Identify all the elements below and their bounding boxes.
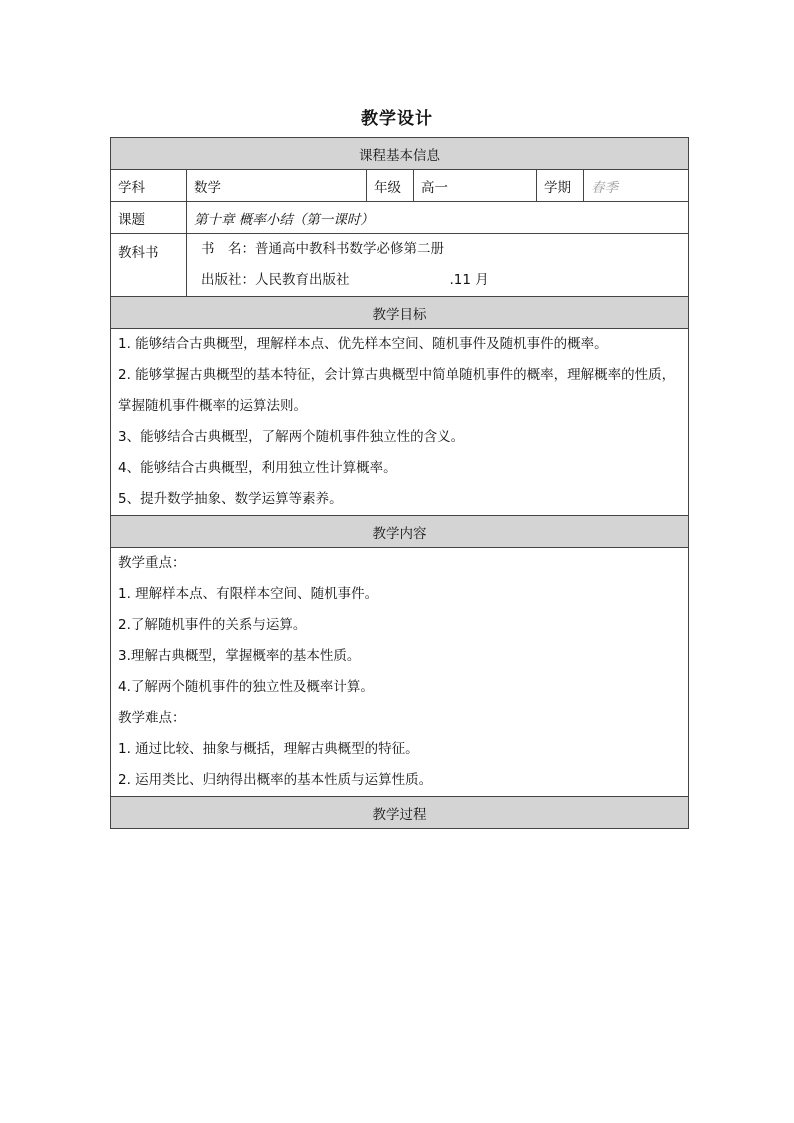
- key-point-item: 1. 理解样本点、有限样本空间、随机事件。: [118, 586, 379, 602]
- difficulty-item: 2. 运用类比、归纳得出概率的基本性质与运算性质。: [118, 772, 433, 788]
- textbook-label: 教科书: [111, 234, 187, 297]
- term-label: 学期: [537, 170, 584, 202]
- basic-info-header: 课程基本信息: [111, 138, 689, 170]
- grade-label: 年级: [367, 170, 414, 202]
- topic-label: 课题: [111, 202, 187, 234]
- objective-item: 1. 能够结合古典概型，理解样本点、优先样本空间、随机事件及随机事件的概率。: [118, 336, 608, 352]
- objective-item: 2. 能够掌握古典概型的基本特征，会计算古典概型中简单随机事件的概率，理解概率的性质，掌握随机事件概率的运算法则。: [118, 367, 676, 414]
- content-row: [111, 548, 689, 797]
- content-list: [111, 548, 689, 797]
- difficulties-title: 教学难点：: [118, 710, 186, 726]
- term-value: 春季: [584, 170, 689, 202]
- objectives-header: 教学目标: [111, 297, 689, 329]
- key-point-item: 3.理解古典概型，掌握概率的基本性质。: [118, 648, 361, 664]
- objectives-list: [111, 329, 689, 516]
- publisher-line: 出版社：人民教育出版社: [201, 272, 350, 288]
- key-point-item: 2.了解随机事件的关系与运算。: [118, 617, 307, 633]
- document-title: 教学设计: [361, 109, 433, 129]
- objective-item: 3、能够结合古典概型，了解两个随机事件独立性的含义。: [118, 429, 465, 445]
- book-name-line: 书 名：普通高中教科书数学必修第二册: [201, 241, 444, 257]
- objectives-row: [111, 329, 689, 516]
- subject-value: 数学: [187, 170, 367, 202]
- objectives-header-row: [111, 297, 689, 329]
- publish-date: .11 月: [449, 272, 489, 288]
- topic-value: 第十章 概率小结（第一课时）: [187, 202, 689, 234]
- subject-label: 学科: [111, 170, 187, 202]
- textbook-row: [111, 234, 689, 297]
- topic-row: [111, 202, 689, 234]
- process-header: 教学过程: [111, 797, 689, 829]
- objective-item: 5、提升数学抽象、数学运算等素养。: [118, 491, 343, 507]
- basic-info-header-row: [111, 138, 689, 170]
- grade-value: 高一: [414, 170, 537, 202]
- content-header: 教学内容: [111, 516, 689, 548]
- key-point-item: 4.了解两个随机事件的独立性及概率计算。: [118, 679, 374, 695]
- subject-row: [111, 170, 689, 202]
- objective-item: 4、能够结合古典概型，利用独立性计算概率。: [118, 460, 397, 476]
- publisher-line-container: [194, 265, 681, 296]
- key-points-title: 教学重点：: [118, 555, 186, 571]
- textbook-info: [187, 234, 689, 297]
- difficulty-item: 1. 通过比较、抽象与概括，理解古典概型的特征。: [118, 741, 419, 757]
- process-header-row: [111, 797, 689, 829]
- lesson-plan-table: [110, 137, 689, 829]
- content-header-row: [111, 516, 689, 548]
